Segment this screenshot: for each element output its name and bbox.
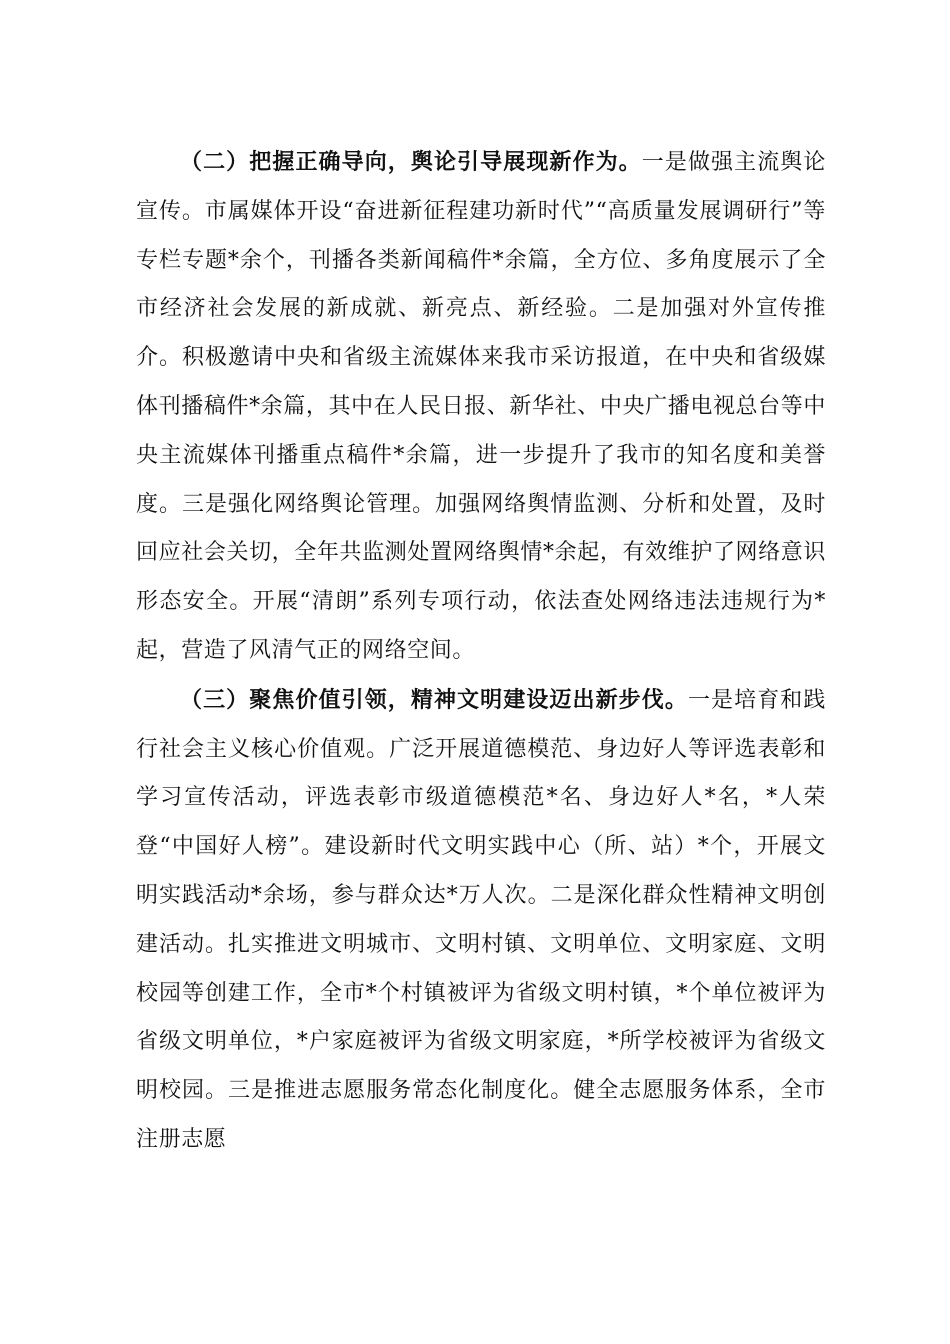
paragraph-text: 一是培育和践行社会主义核心价值观。广泛开展道德模范、身边好人等评选表彰和学习宣传活动，评选表彰市级道德模范*名、身边好人*名，*人荣登“中国好人榜”。建设新时代文明实践中心（所、站）*个，开展文明实践活动*余场，参与群众达*万人次。二是深化群众性精神文明创建活动。扎实推进文明城市、文明村镇、文明单位、文明家庭、文明校园等创建工作，全市*个村镇被评为省级文明村镇，*个单位被评为省级文明单位，*户家庭被评为省级文明家庭，*所学校被评为省级文明校园。三是推进志愿服务常态化制度化。健全志愿服务体系，全市注册志愿 — [136, 687, 826, 1152]
paragraph-value-guidance — [136, 676, 826, 1165]
paragraph-heading: （二）把握正确导向，舆论引导展现新作为。 — [180, 149, 642, 175]
document-body — [136, 138, 826, 1165]
paragraph-text: 一是做强主流舆论宣传。市属媒体开设“奋进新征程建功新时代”“高质量发展调研行”等专栏专题*余个，刊播各类新闻稿件*余篇，全方位、多角度展示了全市经济社会发展的新成就、新亮点、新经验。二是加强对外宣传推介。积极邀请中央和省级主流媒体来我市采访报道，在中央和省级媒体刊播稿件*余篇，其中在人民日报、新华社、中央广播电视总台等中央主流媒体刊播重点稿件*余篇，进一步提升了我市的知名度和美誉度。三是强化网络舆论管理。加强网络舆情监测、分析和处置，及时回应社会关切，全年共监测处置网络舆情*余起，有效维护了网络意识形态安全。开展“清朗”系列专项行动，依法查处网络违法违规行为*起，营造了风清气正的网络空间。 — [136, 150, 826, 663]
paragraph-media-guidance — [136, 138, 826, 676]
paragraph-heading: （三）聚焦价值引领，精神文明建设迈出新步伐。 — [180, 686, 688, 713]
